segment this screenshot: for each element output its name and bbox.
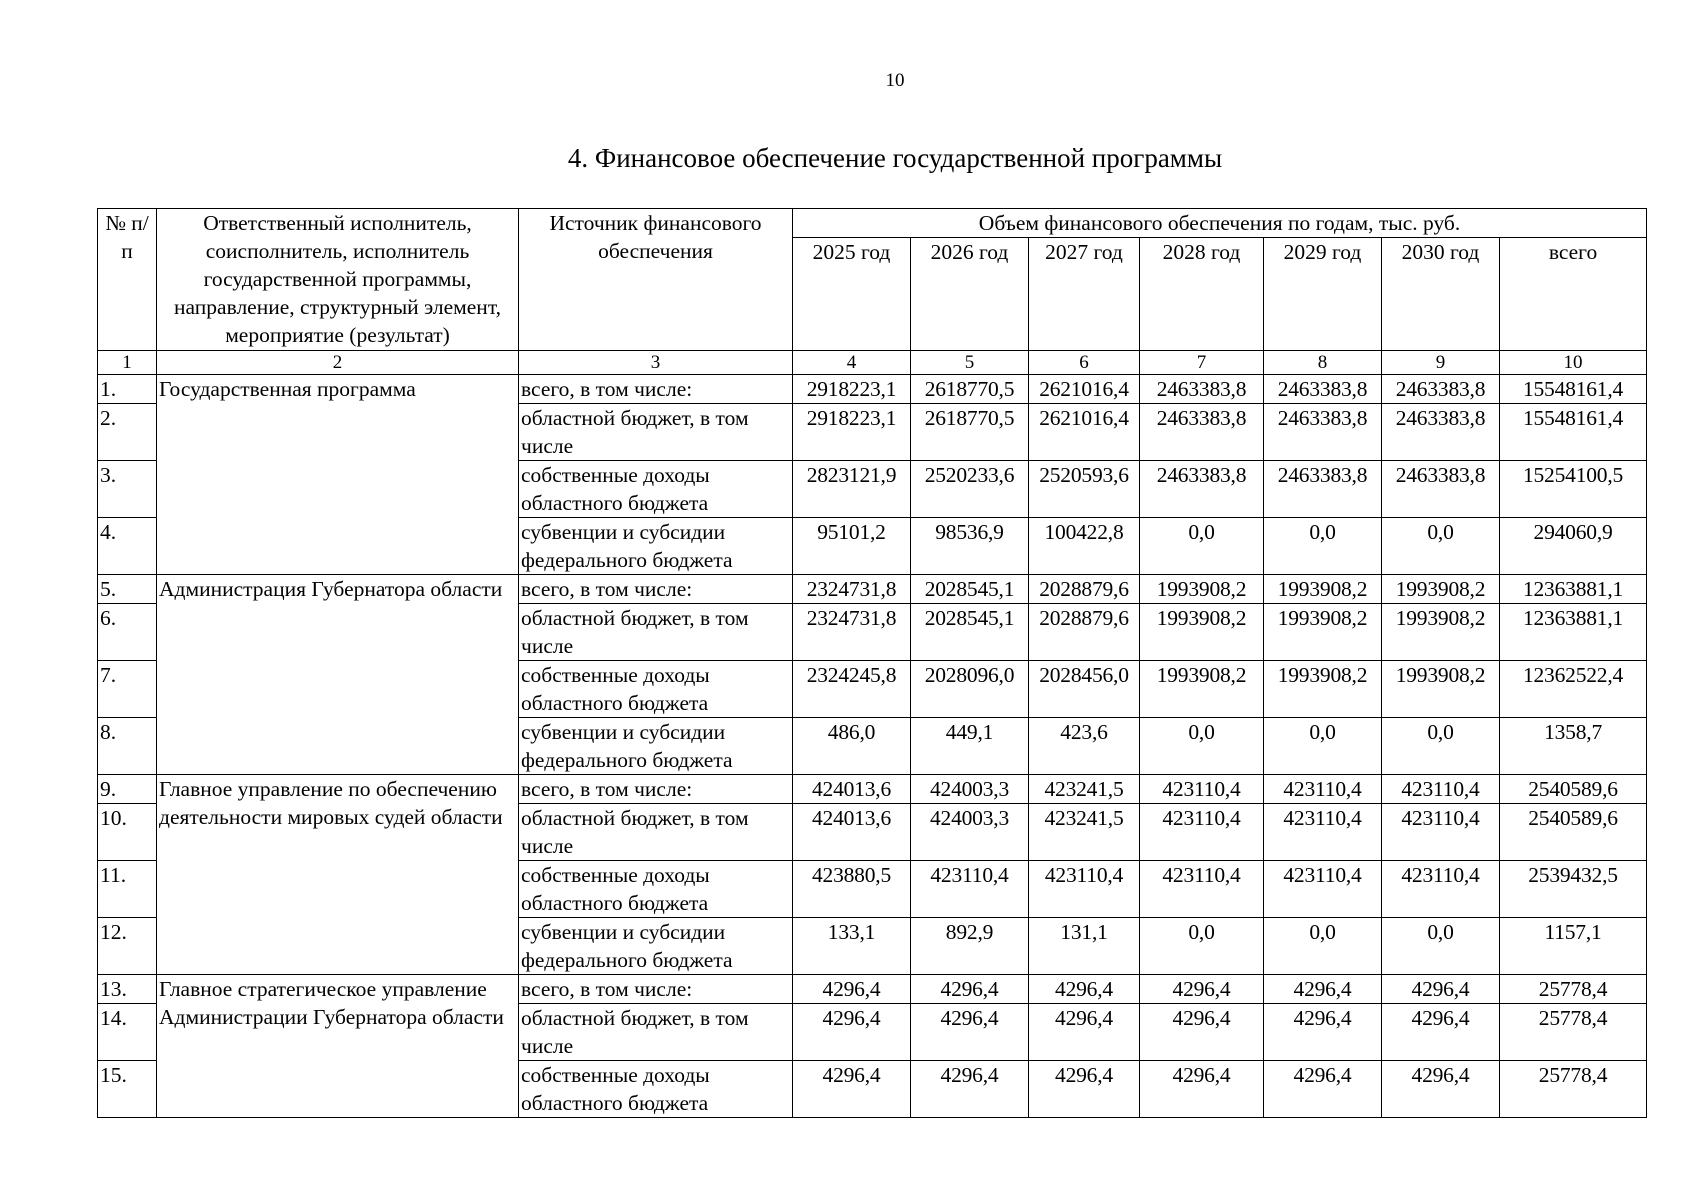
year-value-cell: 2028545,1	[911, 575, 1029, 604]
year-value-cell: 2463383,8	[1382, 404, 1500, 461]
year-value-cell: 423241,5	[1029, 775, 1140, 804]
year-value-cell: 2028096,0	[911, 661, 1029, 718]
table-row	[98, 775, 1647, 804]
year-value-cell: 131,1	[1029, 918, 1140, 975]
total-value-cell: 1358,7	[1500, 718, 1647, 775]
year-value-cell: 95101,2	[793, 518, 911, 575]
year-value-cell: 4296,4	[1029, 975, 1140, 1004]
total-value-cell: 15548161,4	[1500, 375, 1647, 404]
year-value-cell: 423110,4	[1140, 861, 1264, 918]
year-value-cell: 0,0	[1382, 518, 1500, 575]
year-value-cell: 2324245,8	[793, 661, 911, 718]
year-value-cell: 2618770,5	[911, 404, 1029, 461]
year-value-cell: 2621016,4	[1029, 375, 1140, 404]
year-value-cell: 423110,4	[1140, 775, 1264, 804]
year-value-cell: 4296,4	[911, 1004, 1029, 1061]
year-value-cell: 2463383,8	[1140, 375, 1264, 404]
source-cell: субвенции и субсидии федерального бюджета	[519, 718, 793, 775]
total-value-cell: 2539432,5	[1500, 861, 1647, 918]
year-value-cell: 4296,4	[911, 975, 1029, 1004]
row-number: 13.	[98, 975, 157, 1004]
year-value-cell: 1993908,2	[1140, 575, 1264, 604]
header-volume: Объем финансового обеспечения по годам, тыс. руб.	[793, 209, 1647, 238]
year-value-cell: 423110,4	[1264, 861, 1382, 918]
year-value-cell: 423241,5	[1029, 804, 1140, 861]
total-value-cell: 2540589,6	[1500, 804, 1647, 861]
year-value-cell: 423880,5	[793, 861, 911, 918]
year-value-cell: 892,9	[911, 918, 1029, 975]
year-value-cell: 4296,4	[911, 1061, 1029, 1118]
row-number: 5.	[98, 575, 157, 604]
header-num: № п/п	[98, 209, 157, 351]
row-number: 10.	[98, 804, 157, 861]
year-value-cell: 4296,4	[793, 975, 911, 1004]
source-cell: собственные доходы областного бюджета	[519, 861, 793, 918]
row-number: 12.	[98, 918, 157, 975]
header-year-2030: 2030 год	[1382, 238, 1500, 351]
year-value-cell: 100422,8	[1029, 518, 1140, 575]
year-value-cell: 2918223,1	[793, 404, 911, 461]
executor-cell: Главное стратегическое управление Администрации Губернатора области	[157, 975, 519, 1118]
year-value-cell: 424003,3	[911, 775, 1029, 804]
year-value-cell: 4296,4	[1264, 975, 1382, 1004]
row-number: 9.	[98, 775, 157, 804]
year-value-cell: 0,0	[1264, 718, 1382, 775]
table-body	[98, 375, 1647, 1118]
year-value-cell: 2918223,1	[793, 375, 911, 404]
total-value-cell: 12362522,4	[1500, 661, 1647, 718]
year-value-cell: 2324731,8	[793, 575, 911, 604]
financing-table	[97, 208, 1647, 1118]
year-value-cell: 2324731,8	[793, 604, 911, 661]
year-value-cell: 4296,4	[1140, 1004, 1264, 1061]
year-value-cell: 4296,4	[1382, 1004, 1500, 1061]
column-index: 10	[1500, 351, 1647, 375]
column-index: 1	[98, 351, 157, 375]
source-cell: всего, в том числе:	[519, 975, 793, 1004]
source-cell: субвенции и субсидии федерального бюджета	[519, 918, 793, 975]
executor-cell: Главное управление по обеспечению деятельности мировых судей области	[157, 775, 519, 975]
total-value-cell: 1157,1	[1500, 918, 1647, 975]
row-number: 3.	[98, 461, 157, 518]
row-number: 14.	[98, 1004, 157, 1061]
year-value-cell: 424013,6	[793, 775, 911, 804]
year-value-cell: 2463383,8	[1264, 404, 1382, 461]
year-value-cell: 1993908,2	[1382, 604, 1500, 661]
column-index: 8	[1264, 351, 1382, 375]
row-number: 11.	[98, 861, 157, 918]
total-value-cell: 25778,4	[1500, 1061, 1647, 1118]
column-index: 6	[1029, 351, 1140, 375]
year-value-cell: 423110,4	[1140, 804, 1264, 861]
section-title: 4. Финансовое обеспечение государственной программы	[567, 143, 1223, 173]
year-value-cell: 2463383,8	[1140, 461, 1264, 518]
year-value-cell: 423110,4	[1029, 861, 1140, 918]
year-value-cell: 2463383,8	[1382, 375, 1500, 404]
year-value-cell: 1993908,2	[1382, 575, 1500, 604]
total-value-cell: 12363881,1	[1500, 575, 1647, 604]
year-value-cell: 423110,4	[1382, 861, 1500, 918]
year-value-cell: 133,1	[793, 918, 911, 975]
year-value-cell: 2463383,8	[1382, 461, 1500, 518]
year-value-cell: 1993908,2	[1382, 661, 1500, 718]
year-value-cell: 2028545,1	[911, 604, 1029, 661]
year-value-cell: 1993908,2	[1264, 604, 1382, 661]
total-value-cell: 25778,4	[1500, 1004, 1647, 1061]
row-number: 1.	[98, 375, 157, 404]
year-value-cell: 4296,4	[1264, 1061, 1382, 1118]
row-number: 15.	[98, 1061, 157, 1118]
year-value-cell: 0,0	[1264, 518, 1382, 575]
year-value-cell: 423110,4	[1382, 804, 1500, 861]
header-year-2027: 2027 год	[1029, 238, 1140, 351]
total-value-cell: 294060,9	[1500, 518, 1647, 575]
year-value-cell: 4296,4	[1382, 1061, 1500, 1118]
table-row	[98, 375, 1647, 404]
year-value-cell: 4296,4	[1140, 1061, 1264, 1118]
year-value-cell: 4296,4	[1382, 975, 1500, 1004]
source-cell: субвенции и субсидии федерального бюджета	[519, 518, 793, 575]
year-value-cell: 423110,4	[911, 861, 1029, 918]
year-value-cell: 2463383,8	[1264, 461, 1382, 518]
year-value-cell: 423110,4	[1264, 804, 1382, 861]
year-value-cell: 2028456,0	[1029, 661, 1140, 718]
source-cell: собственные доходы областного бюджета	[519, 1061, 793, 1118]
table-row	[98, 575, 1647, 604]
source-cell: областной бюджет, в том числе	[519, 804, 793, 861]
row-number: 8.	[98, 718, 157, 775]
year-value-cell: 449,1	[911, 718, 1029, 775]
row-number: 7.	[98, 661, 157, 718]
year-value-cell: 423110,4	[1264, 775, 1382, 804]
source-cell: областной бюджет, в том числе	[519, 604, 793, 661]
year-value-cell: 4296,4	[793, 1004, 911, 1061]
year-value-cell: 423110,4	[1382, 775, 1500, 804]
page-number: 10	[885, 70, 905, 91]
year-value-cell: 424013,6	[793, 804, 911, 861]
header-year-2029: 2029 год	[1264, 238, 1382, 351]
year-value-cell: 0,0	[1140, 718, 1264, 775]
year-value-cell: 486,0	[793, 718, 911, 775]
source-cell: всего, в том числе:	[519, 375, 793, 404]
year-value-cell: 4296,4	[793, 1061, 911, 1118]
header-source: Источник финансового обеспечения	[519, 209, 793, 351]
source-cell: областной бюджет, в том числе	[519, 404, 793, 461]
year-value-cell: 0,0	[1382, 918, 1500, 975]
total-value-cell: 15548161,4	[1500, 404, 1647, 461]
year-value-cell: 0,0	[1382, 718, 1500, 775]
column-index: 5	[911, 351, 1029, 375]
total-value-cell: 25778,4	[1500, 975, 1647, 1004]
year-value-cell: 2463383,8	[1264, 375, 1382, 404]
year-value-cell: 0,0	[1140, 518, 1264, 575]
total-value-cell: 12363881,1	[1500, 604, 1647, 661]
year-value-cell: 0,0	[1140, 918, 1264, 975]
year-value-cell: 1993908,2	[1140, 604, 1264, 661]
year-value-cell: 2520593,6	[1029, 461, 1140, 518]
header-year-2026: 2026 год	[911, 238, 1029, 351]
year-value-cell: 4296,4	[1140, 975, 1264, 1004]
source-cell: областной бюджет, в том числе	[519, 1004, 793, 1061]
column-index: 2	[157, 351, 519, 375]
header-year-2025: 2025 год	[793, 238, 911, 351]
row-number: 4.	[98, 518, 157, 575]
header-year-2028: 2028 год	[1140, 238, 1264, 351]
row-number: 6.	[98, 604, 157, 661]
column-index-row	[98, 351, 1647, 375]
executor-cell: Администрация Губернатора области	[157, 575, 519, 775]
source-cell: собственные доходы областного бюджета	[519, 461, 793, 518]
source-cell: всего, в том числе:	[519, 775, 793, 804]
column-index: 4	[793, 351, 911, 375]
year-value-cell: 424003,3	[911, 804, 1029, 861]
year-value-cell: 2618770,5	[911, 375, 1029, 404]
year-value-cell: 1993908,2	[1264, 661, 1382, 718]
row-number: 2.	[98, 404, 157, 461]
year-value-cell: 2463383,8	[1140, 404, 1264, 461]
column-index: 3	[519, 351, 793, 375]
table-header	[98, 209, 1647, 375]
column-index: 9	[1382, 351, 1500, 375]
column-index: 7	[1140, 351, 1264, 375]
year-value-cell: 1993908,2	[1264, 575, 1382, 604]
source-cell: всего, в том числе:	[519, 575, 793, 604]
table-row	[98, 975, 1647, 1004]
source-cell: собственные доходы областного бюджета	[519, 661, 793, 718]
header-executor: Ответственный исполнитель, соисполнитель, исполнитель государственной программы, направление, структурный элемент, мероприятие (результат)	[157, 209, 519, 351]
year-value-cell: 2028879,6	[1029, 575, 1140, 604]
year-value-cell: 4296,4	[1029, 1061, 1140, 1118]
executor-cell: Государственная программа	[157, 375, 519, 575]
year-value-cell: 423,6	[1029, 718, 1140, 775]
year-value-cell: 1993908,2	[1140, 661, 1264, 718]
total-value-cell: 2540589,6	[1500, 775, 1647, 804]
year-value-cell: 0,0	[1264, 918, 1382, 975]
year-value-cell: 98536,9	[911, 518, 1029, 575]
header-total: всего	[1500, 238, 1647, 351]
year-value-cell: 2823121,9	[793, 461, 911, 518]
total-value-cell: 15254100,5	[1500, 461, 1647, 518]
year-value-cell: 4296,4	[1264, 1004, 1382, 1061]
year-value-cell: 2520233,6	[911, 461, 1029, 518]
year-value-cell: 2028879,6	[1029, 604, 1140, 661]
year-value-cell: 2621016,4	[1029, 404, 1140, 461]
year-value-cell: 4296,4	[1029, 1004, 1140, 1061]
